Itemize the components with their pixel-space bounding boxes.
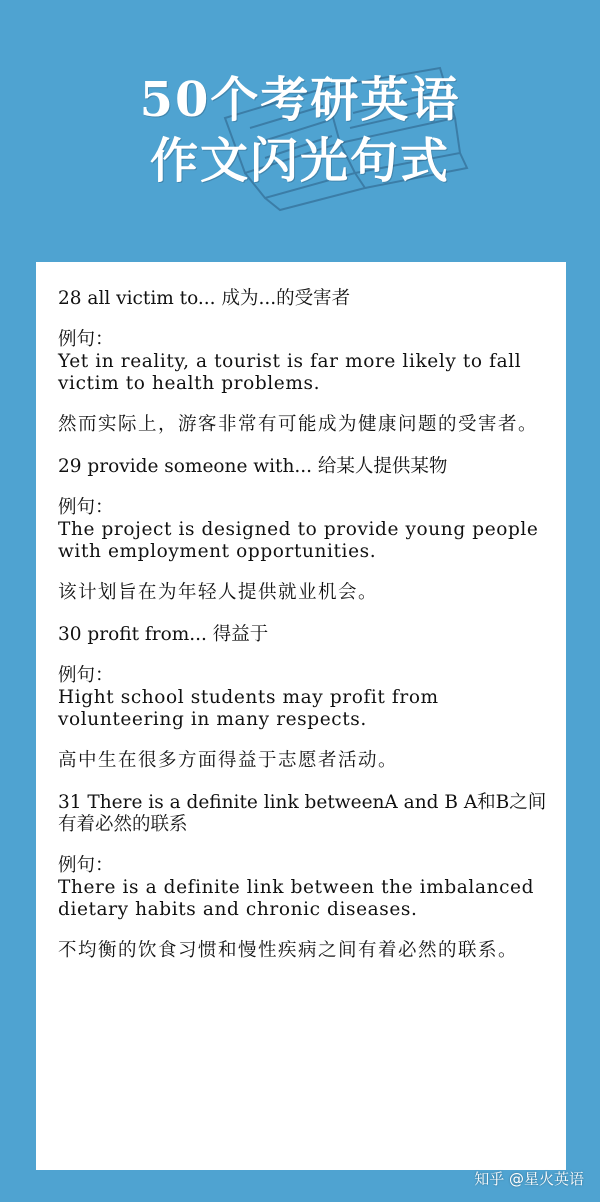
phrase-entry-29	[58, 456, 553, 604]
example-english: There is a definite link between the imbalanced dietary habits and chronic diseases.	[58, 877, 535, 920]
example-label: 例句：	[58, 855, 114, 876]
phrase-heading: 31 There is a definite link betweenA and B A和B之间有着必然的联系	[58, 792, 547, 835]
title-line-2: 作文闪光句式	[149, 133, 450, 189]
phrase-heading: 28 all victim to... 成为...的受害者	[58, 288, 351, 309]
example-label: 例句：	[58, 665, 114, 686]
content-card	[36, 262, 566, 1170]
example-english: Hight school students may profit from volunteering in many respects.	[58, 687, 439, 730]
example-chinese: 不均衡的饮食习惯和慢性疾病之间有着必然的联系。	[58, 940, 519, 961]
zhihu-watermark: 知乎 @星火英语	[474, 1170, 584, 1188]
phrase-heading: 30 profit from... 得益于	[58, 624, 269, 645]
example-chinese: 然而实际上，游客非常有可能成为健康问题的受害者。	[58, 414, 539, 435]
phrase-entry-31	[58, 792, 553, 962]
example-label: 例句：	[58, 329, 114, 350]
header-banner	[0, 0, 600, 262]
example-label: 例句：	[58, 497, 114, 518]
phrase-entry-30	[58, 624, 553, 772]
example-chinese: 该计划旨在为年轻人提供就业机会。	[58, 582, 379, 603]
title-line-1: 50个考研英语	[139, 72, 461, 128]
example-english: The project is designed to provide young people with employment opportunities.	[58, 519, 539, 562]
phrase-entry-28	[58, 288, 553, 436]
example-english: Yet in reality, a tourist is far more likely to fall victim to health problems.	[58, 351, 522, 394]
example-chinese: 高中生在很多方面得益于志愿者活动。	[58, 750, 399, 771]
phrase-heading: 29 provide someone with... 给某人提供某物	[58, 456, 448, 477]
phrase-list	[58, 288, 553, 982]
